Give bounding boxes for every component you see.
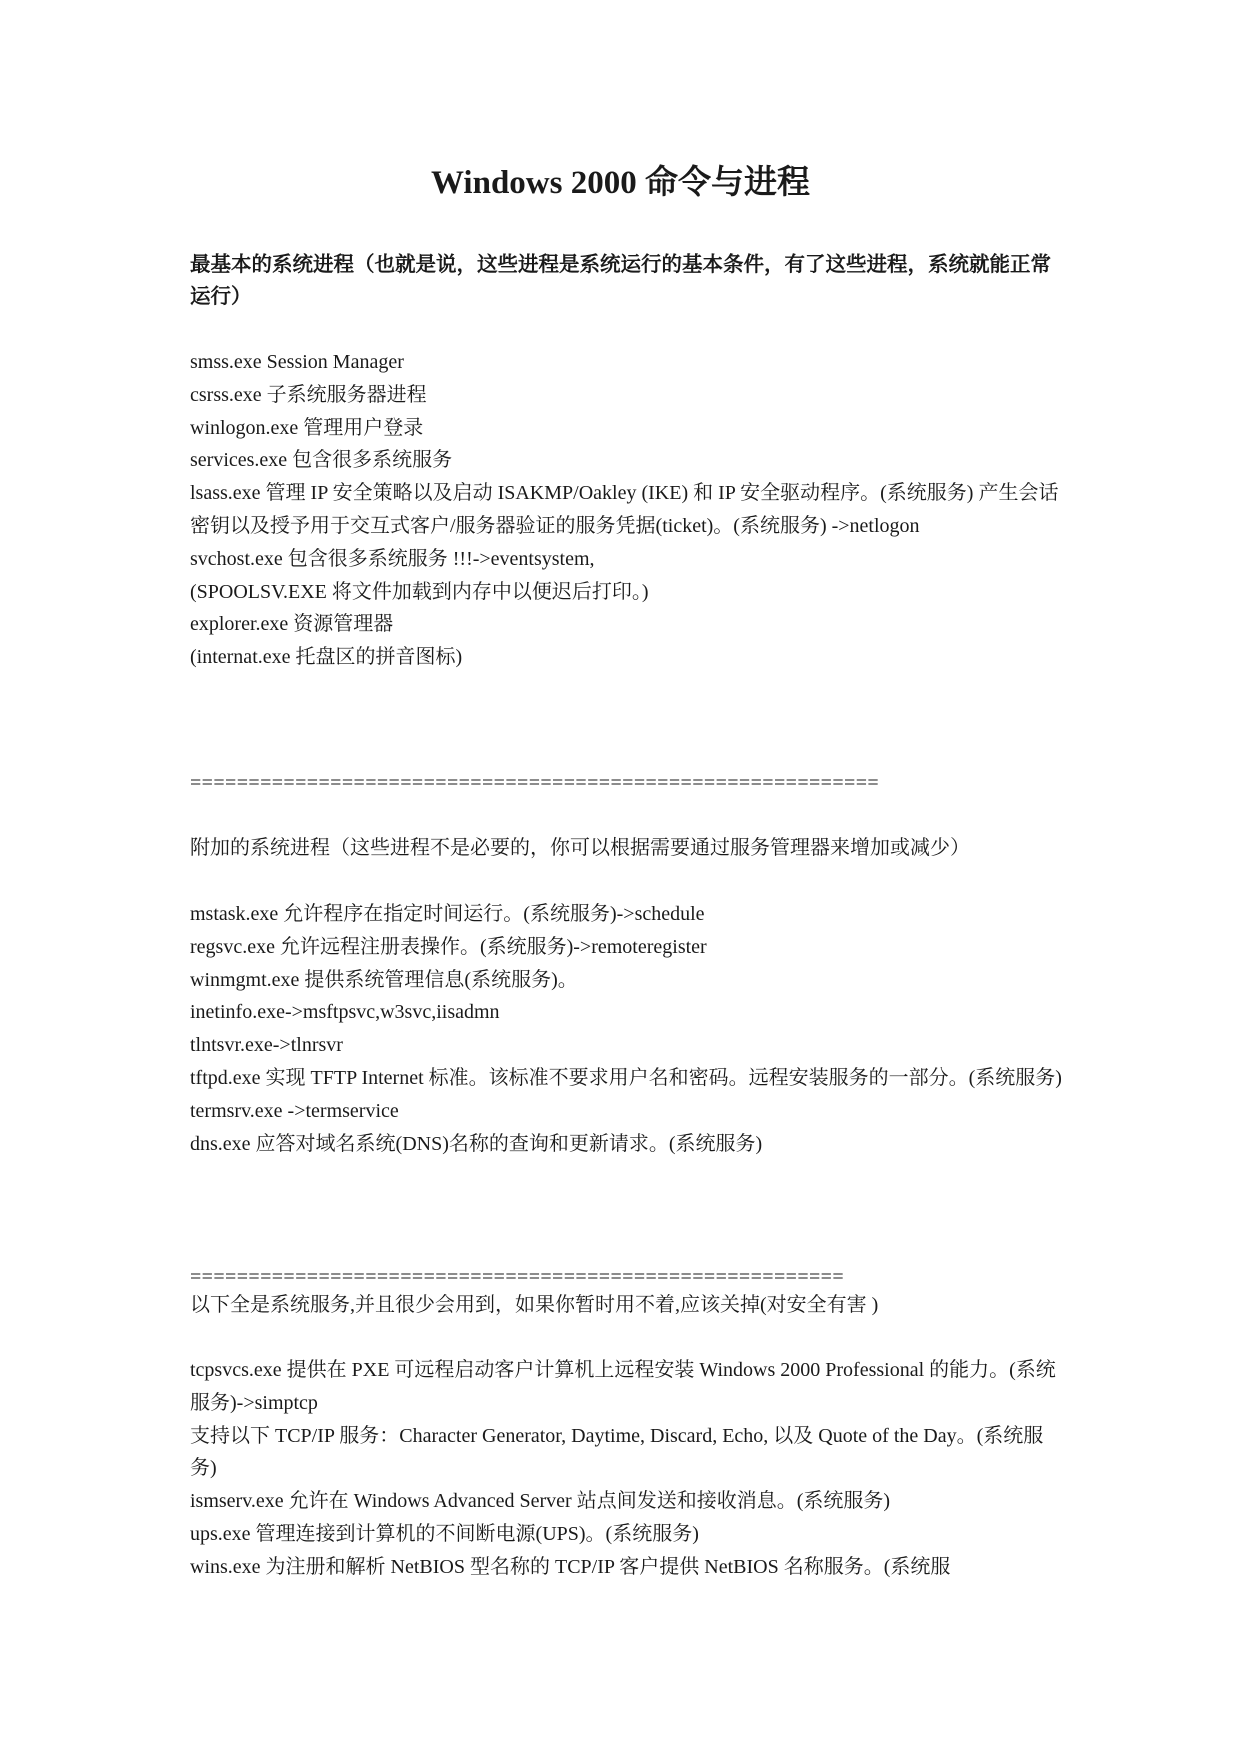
service-line: wins.exe 为注册和解析 NetBIOS 型名称的 TCP/IP 客户提供 NetBIOS 名称服务。(系统服 — [190, 1555, 951, 1578]
process-line: termsrv.exe ->termservice — [190, 1099, 399, 1122]
process-line: winmgmt.exe 提供系统管理信息(系统服务)。 — [190, 968, 578, 991]
service-line: ismserv.exe 允许在 Windows Advanced Server 站点间发送和接收消息。(系统服务) — [190, 1490, 891, 1513]
process-line: smss.exe Session Manager — [190, 351, 404, 373]
process-line: (SPOOLSV.EXE 将文件加载到内存中以便迟后打印。) — [190, 580, 649, 603]
separator-line: ======================================================== — [190, 1266, 845, 1288]
section-1-heading: 最基本的系统进程（也就是说，这些进程是系统运行的基本条件，有了这些进程，系统就能正常运行） — [190, 254, 1051, 308]
document-title: Windows 2000 命令与进程 — [431, 165, 810, 201]
process-line: dns.exe 应答对域名系统(DNS)名称的查询和更新请求。(系统服务) — [190, 1132, 763, 1155]
process-line: services.exe 包含很多系统服务 — [190, 449, 453, 472]
process-line: svchost.exe 包含很多系统服务 !!!->eventsystem, — [190, 547, 595, 570]
process-line: explorer.exe 资源管理器 — [190, 613, 394, 636]
service-line: ups.exe 管理连接到计算机的不间断电源(UPS)。(系统服务) — [190, 1522, 699, 1545]
section-3-list — [190, 1354, 1065, 1584]
section-2-heading: 附加的系统进程（这些进程不是必要的，你可以根据需要通过服务管理器来增加或减少） — [190, 837, 970, 859]
section-1-list — [190, 346, 1065, 674]
process-line: tftpd.exe 实现 TFTP Internet 标准。该标准不要求用户名和密码。远程安装服务的一部分。(系统服务) — [190, 1066, 1062, 1089]
section-3-heading: 以下全是系统服务,并且很少会用到，如果你暂时用不着,应该关掉(对安全有害 ) — [190, 1294, 879, 1316]
process-line: regsvc.exe 允许远程注册表操作。(系统服务)->remoteregister — [190, 935, 707, 958]
service-line: tcpsvcs.exe 提供在 PXE 可远程启动客户计算机上远程安装 Windows 2000 Professional 的能力。(系统服务)->simptcp — [190, 1359, 1056, 1414]
separator-line: =========================================================== — [190, 772, 880, 794]
process-line: winlogon.exe 管理用户登录 — [190, 416, 424, 439]
process-line: inetinfo.exe->msftpsvc,w3svc,iisadmn — [190, 1001, 500, 1024]
section-2-list — [190, 898, 1065, 1160]
process-line: (internat.exe 托盘区的拼音图标) — [190, 646, 463, 669]
process-line: tlntsvr.exe->tlnrsvr — [190, 1034, 343, 1057]
process-line: lsass.exe 管理 IP 安全策略以及启动 ISAKMP/Oakley (IKE) 和 IP 安全驱动程序。(系统服务) 产生会话密钥以及授予用于交互式客户/服务器验证的服务凭据(ticket)。(系统服务) ->netlogon — [190, 482, 1059, 537]
service-line: 支持以下 TCP/IP 服务：Character Generator, Daytime, Discard, Echo, 以及 Quote of the Day。(系统服务) — [190, 1424, 1044, 1480]
process-line: csrss.exe 子系统服务器进程 — [190, 383, 427, 406]
process-line: mstask.exe 允许程序在指定时间运行。(系统服务)->schedule — [190, 903, 705, 925]
